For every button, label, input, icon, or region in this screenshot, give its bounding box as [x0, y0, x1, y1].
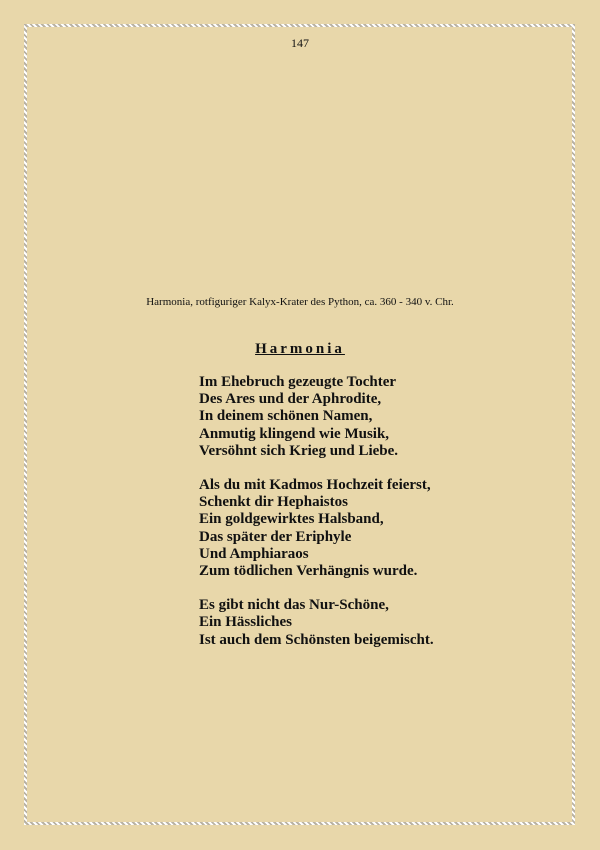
poem-line: Als du mit Kadmos Hochzeit feierst, [199, 477, 431, 494]
stanza-3 [199, 597, 434, 649]
stanza-2 [199, 477, 434, 580]
poem-line: Es gibt nicht das Nur-Schöne, [199, 597, 389, 614]
poem-line: Und Amphiaraos [199, 545, 309, 562]
poem-line: Das später der Eriphyle [199, 528, 352, 545]
page-number: 147 [291, 36, 309, 50]
poem-line: Versöhnt sich Krieg und Liebe. [199, 442, 399, 459]
poem-line: Ein Hässliches [199, 614, 292, 631]
poem-line: Ein goldgewirktes Halsband, [199, 511, 384, 528]
poem-line: Ist auch dem Schönsten beigemischt. [199, 631, 434, 648]
poem-body [199, 374, 434, 666]
poem-line: In deinem schönen Namen, [199, 408, 373, 425]
image-caption: Harmonia, rotfiguriger Kalyx-Krater des Python, ca. 360 - 340 v. Chr. [146, 296, 454, 308]
stanza-1 [199, 374, 434, 460]
poem-line: Des Ares und der Aphrodite, [199, 391, 382, 408]
poem-title: Harmonia [255, 341, 345, 357]
poem-line: Schenkt dir Hephaistos [199, 494, 348, 511]
poem-line: Im Ehebruch gezeugte Tochter [199, 374, 397, 390]
poem-line: Anmutig klingend wie Musik, [199, 425, 390, 442]
poem-line: Zum tödlichen Verhängnis wurde. [199, 563, 418, 580]
